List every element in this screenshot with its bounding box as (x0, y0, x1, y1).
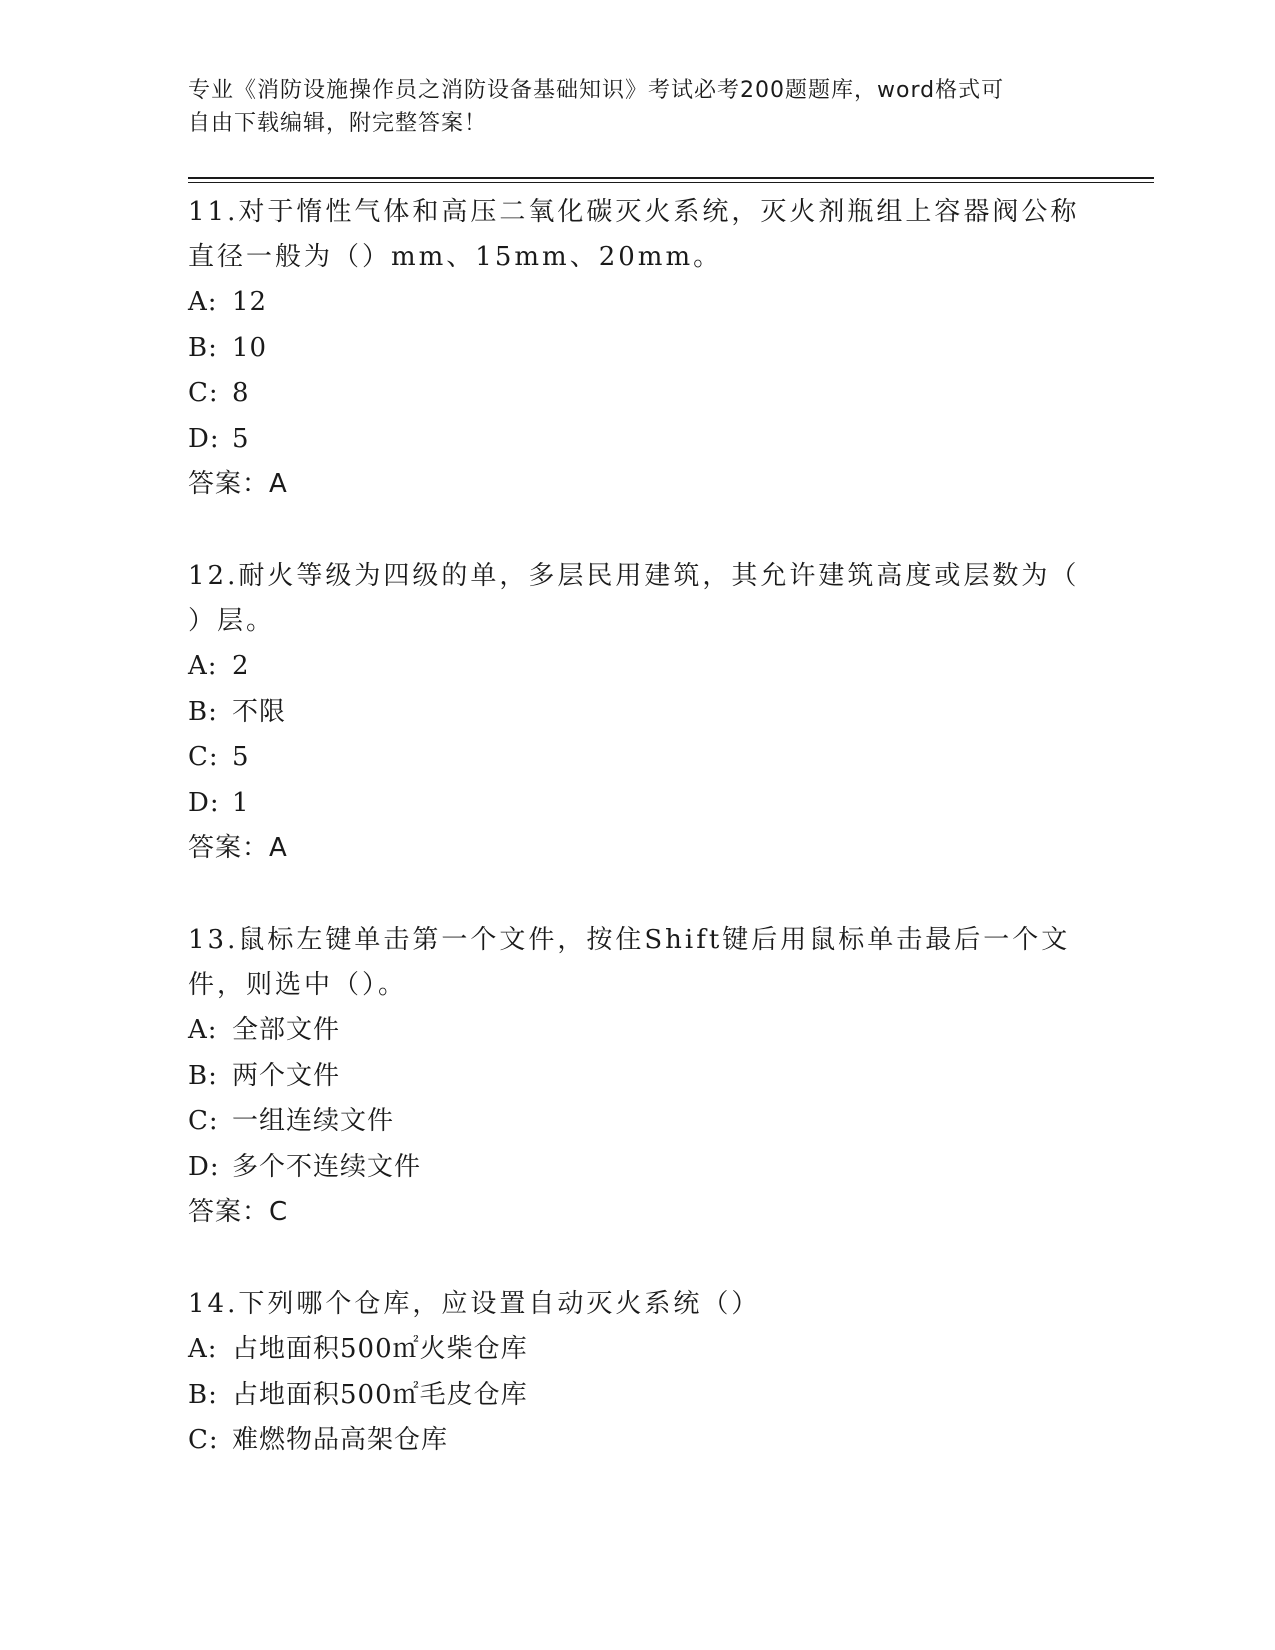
option-label: D: (188, 787, 220, 818)
header-divider-thick (188, 177, 1154, 179)
option-b (188, 326, 1088, 372)
option-text: 10 (232, 332, 268, 363)
question-stem-line: 12.耐火等级为四级的单，多层民用建筑，其允许建筑高度或层数为（ (188, 561, 1080, 591)
question-12 (188, 554, 1088, 871)
question-stem (188, 1282, 1088, 1327)
option-label: A: (188, 287, 218, 317)
option-label: D: (188, 423, 220, 454)
option-a (188, 280, 1088, 326)
option-label: D: (188, 1151, 220, 1182)
answer-line: 答案：A (188, 833, 288, 863)
option-text: 12 (232, 287, 268, 317)
option-label: C: (188, 1106, 219, 1136)
option-label: B: (188, 1379, 218, 1410)
option-a (188, 1008, 1088, 1054)
answer-line: 答案：A (188, 469, 288, 499)
option-text: 占地面积500㎡毛皮仓库 (232, 1379, 528, 1410)
question-13 (188, 918, 1088, 1235)
option-label: A: (188, 1334, 218, 1364)
option-c (188, 1418, 1088, 1464)
option-text: 不限 (232, 696, 287, 727)
option-label: C: (188, 378, 219, 408)
option-label: B: (188, 332, 218, 363)
option-b (188, 1054, 1088, 1100)
question-stem-line: 11.对于惰性气体和高压二氧化碳灭火系统，灭火剂瓶组上容器阀公称 (188, 197, 1080, 227)
question-stem (188, 554, 1088, 644)
header-divider-thin (188, 182, 1154, 183)
option-text: 多个不连续文件 (232, 1151, 422, 1182)
question-stem-line: ）层。 (188, 606, 276, 636)
question-11 (188, 190, 1088, 507)
option-d (188, 1145, 1088, 1191)
option-label: C: (188, 1425, 219, 1455)
header-line-2: 自由下载编辑，附完整答案！ (188, 111, 488, 136)
option-text: 难燃物品高架仓库 (232, 1425, 449, 1455)
option-text: 5 (232, 423, 250, 454)
option-text: 占地面积500㎡火柴仓库 (232, 1334, 528, 1364)
option-text: 5 (232, 742, 250, 772)
option-label: B: (188, 696, 218, 727)
option-c (188, 371, 1088, 417)
option-label: A: (188, 651, 218, 681)
question-14 (188, 1282, 1088, 1464)
option-d (188, 417, 1088, 463)
option-text: 2 (232, 651, 250, 681)
question-list (188, 190, 1088, 1511)
option-label: C: (188, 742, 219, 772)
option-c (188, 735, 1088, 781)
option-a (188, 644, 1088, 690)
option-text: 全部文件 (232, 1015, 341, 1045)
question-stem-line: 14.下列哪个仓库，应设置自动灭火系统（） (188, 1289, 761, 1319)
question-stem-line: 直径一般为（）mm、15mm、20mm。 (188, 242, 723, 272)
option-text: 一组连续文件 (232, 1106, 395, 1136)
option-a (188, 1327, 1088, 1373)
option-b (188, 1373, 1088, 1419)
question-stem-line: 件，则选中（）。 (188, 970, 408, 1000)
option-c (188, 1099, 1088, 1145)
option-text: 两个文件 (232, 1060, 341, 1091)
question-stem (188, 918, 1088, 1008)
question-stem (188, 190, 1088, 280)
header-line-1: 专业《消防设施操作员之消防设备基础知识》考试必考200题题库，word格式可 (188, 78, 1005, 103)
option-label: B: (188, 1060, 218, 1091)
option-text: 8 (232, 378, 250, 408)
option-label: A: (188, 1015, 218, 1045)
document-header (188, 74, 1068, 140)
option-text: 1 (232, 787, 250, 818)
answer-line: 答案：C (188, 1197, 289, 1227)
option-b (188, 690, 1088, 736)
question-stem-line: 13.鼠标左键单击第一个文件，按住Shift键后用鼠标单击最后一个文 (188, 925, 1071, 955)
option-d (188, 781, 1088, 827)
